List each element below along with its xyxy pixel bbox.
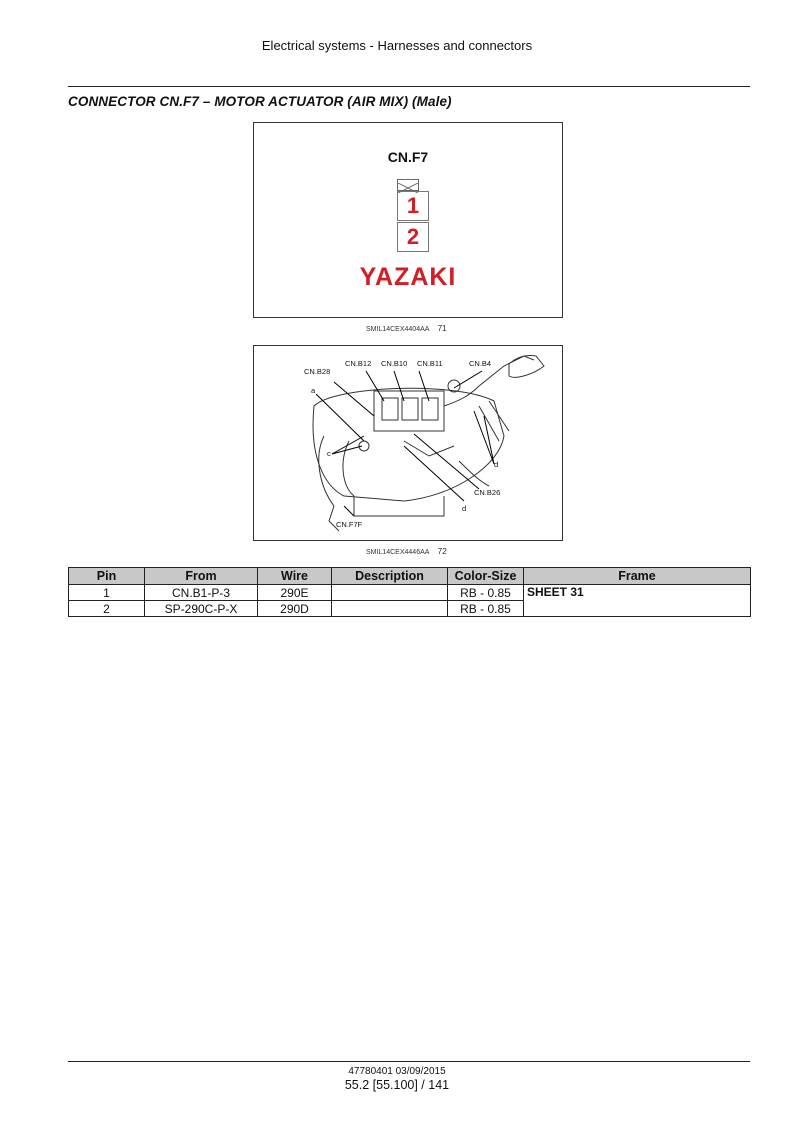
figure-2-code: SMIL14CEX4446AA — [366, 549, 430, 556]
label-a: a — [311, 386, 316, 395]
cell-pin: 2 — [69, 601, 145, 617]
cell-wire: 290E — [258, 585, 332, 601]
figure-1-number: 71 — [437, 323, 447, 333]
label-cn-b12: CN.B12 — [345, 359, 372, 368]
figure-2-caption — [366, 546, 447, 556]
label-d-lower: d — [462, 504, 467, 513]
table-row — [69, 585, 751, 601]
cell-frame: SHEET 31 — [524, 585, 751, 617]
label-cn-b4: CN.B4 — [469, 359, 492, 368]
connector-pin-2: 2 — [397, 222, 429, 252]
label-cn-b26: CN.B26 — [474, 488, 501, 497]
connector-face-figure — [253, 122, 563, 318]
harness-drawing — [254, 346, 563, 541]
cell-from: CN.B1-P-3 — [145, 585, 258, 601]
connector-latch-icon — [397, 179, 419, 191]
label-cn-f7f: CN.F7F — [336, 520, 363, 529]
header-pin: Pin — [69, 568, 145, 585]
header-frame: Frame — [524, 568, 751, 585]
footer-page-number: 55.2 [55.100] / 141 — [344, 1078, 450, 1092]
header-color-size: Color-Size — [448, 568, 524, 585]
cell-from: SP-290C-P-X — [145, 601, 258, 617]
connector-pin-1: 1 — [397, 191, 429, 221]
label-cn-b11: CN.B11 — [417, 359, 443, 368]
section-title: CONNECTOR CN.F7 – MOTOR ACTUATOR (AIR MIX) (Male) — [68, 94, 452, 109]
header-divider — [68, 86, 750, 87]
figure-2-number: 72 — [437, 546, 447, 556]
pin-table — [68, 567, 751, 617]
pin-table-header-row — [69, 568, 751, 585]
cell-wire: 290D — [258, 601, 332, 617]
footer-doc-code: 47780401 03/09/2015 — [348, 1066, 446, 1077]
page-header-title: Electrical systems - Harnesses and connectors — [261, 38, 533, 53]
cell-color-size: RB - 0.85 — [448, 601, 524, 617]
header-description: Description — [332, 568, 448, 585]
cell-description — [332, 585, 448, 601]
label-cn-b10: CN.B10 — [381, 359, 408, 368]
header-wire: Wire — [258, 568, 332, 585]
label-cn-b28: CN.B28 — [304, 367, 331, 376]
figure-1-caption — [366, 323, 447, 333]
label-c: c — [327, 449, 331, 458]
header-from: From — [145, 568, 258, 585]
connector-brand: YAZAKI — [359, 263, 457, 291]
cell-description — [332, 601, 448, 617]
cell-color-size: RB - 0.85 — [448, 585, 524, 601]
figure-1-code: SMIL14CEX4404AA — [366, 326, 430, 333]
harness-location-figure — [253, 345, 563, 541]
footer-divider — [68, 1061, 750, 1062]
label-d-right: d — [494, 460, 499, 469]
cell-pin: 1 — [69, 585, 145, 601]
connector-name: CN.F7 — [387, 149, 429, 165]
